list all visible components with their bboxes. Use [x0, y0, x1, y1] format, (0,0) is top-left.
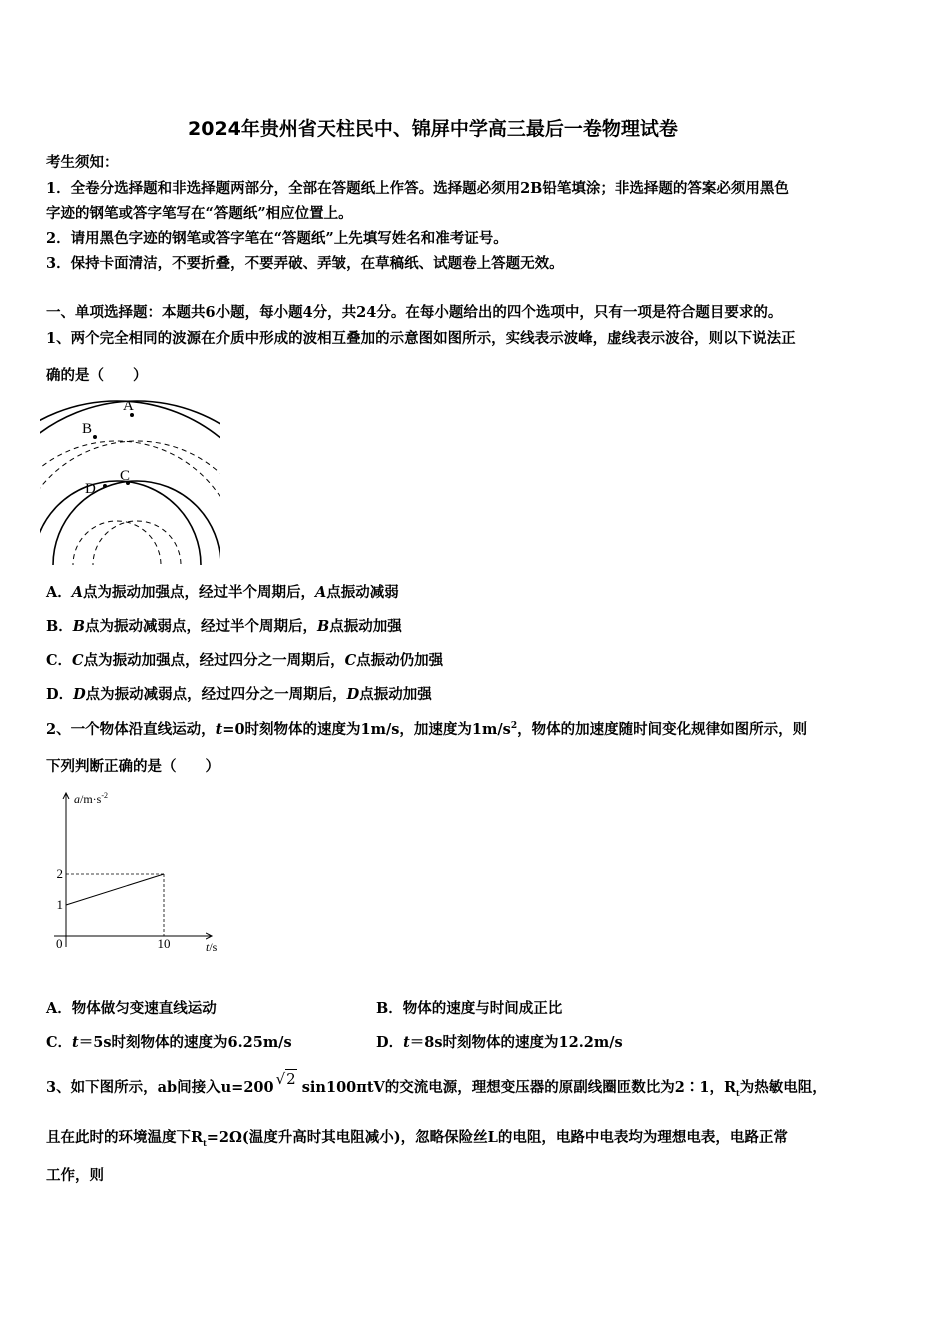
- notice-heading: 考生须知：: [46, 154, 119, 171]
- point-b-dot: [93, 435, 97, 439]
- q2-option-b: B．物体的速度与时间成正比: [376, 1000, 563, 1017]
- acceleration-time-chart: [40, 785, 240, 960]
- wave-interference-figure: [40, 393, 220, 565]
- q2-stem-line-1: 2、一个物体沿直线运动，t=0时刻物体的速度为1m/s，加速度为$1m/s^2$，物体的加速度随时间变化规律如图所示，则: [46, 721, 808, 738]
- q2-option-d: D．t＝8s时刻物体的速度为12.2m/s: [376, 1034, 623, 1051]
- q1-option-d: D．D点为振动减弱点，经过四分之一周期后，D点振动加强: [46, 686, 432, 703]
- q1-stem-line-2: 确的是（ ）: [46, 367, 148, 384]
- section-heading: 一、单项选择题：本题共6小题，每小题4分，共24分。在每小题给出的四个选项中，只有一项是符合题目要求的。: [46, 304, 783, 321]
- q2-option-a: A．物体做匀变速直线运动: [46, 1000, 217, 1017]
- q3-stem-line-3: 工作，则: [46, 1167, 104, 1184]
- point-a-label: A: [123, 398, 134, 414]
- x-tick-label: 10: [157, 936, 171, 951]
- point-d-label: D: [85, 481, 96, 497]
- point-c-label: C: [120, 468, 131, 484]
- notice-line-3: 3．保持卡面清洁，不要折叠，不要弄破、弄皱，在草稿纸、试题卷上答题无效。: [46, 255, 564, 272]
- y-tick-label: 2: [56, 866, 63, 881]
- q1-option-a: A．A点为振动加强点，经过半个周期后，A点振动减弱: [46, 584, 399, 601]
- notice-line-1b: 字迹的钢笔或答字笔写在“答题纸”相应位置上。: [46, 205, 353, 222]
- notice-line-2: 2．请用黑色字迹的钢笔或答字笔在“答题纸”上先填写姓名和准考证号。: [46, 230, 508, 247]
- x-axis-label: t/s: [206, 940, 218, 954]
- q2-option-c: C．t＝5s时刻物体的速度为6.25m/s: [46, 1034, 292, 1051]
- q1-option-c: C．C点为振动加强点，经过四分之一周期后，C点振动仍加强: [46, 652, 444, 669]
- y-axis-label: $a/m\cdot s^{-2}$: [74, 791, 109, 806]
- origin-label: 0: [56, 936, 63, 951]
- point-d-dot: [103, 484, 107, 488]
- series-line: [66, 874, 164, 905]
- y-tick-label: 1: [56, 897, 63, 912]
- q3-stem-line-2: 且在此时的环境温度下$R_t=2\Omega$(温度升高时其电阻减小)，忽略保险丝L的电阻，电路中电表均为理想电表，电路正常: [46, 1129, 788, 1148]
- q3-stem-line-1: 3、如下图所示，ab间接入u=200 √2 sin100πtV的交流电源，理想变压器的原副线圈匝数比为2∶1，$R_t$为热敏电阻，: [46, 1070, 827, 1098]
- q1-stem-line-1: 1、两个完全相同的波源在介质中形成的波相互叠加的示意图如图所示，实线表示波峰，虚线表示波谷，则以下说法正: [46, 330, 796, 347]
- point-b-label: B: [82, 421, 93, 437]
- notice-line-1a: 1．全卷分选择题和非选择题两部分，全部在答题纸上作答。选择题必须用2B铅笔填涂；非选择题的答案必须用黑色: [46, 180, 789, 197]
- page-title: 2024年贵州省天柱民中、锦屏中学高三最后一卷物理试卷: [188, 118, 678, 140]
- q1-option-b: B．B点为振动减弱点，经过半个周期后，B点振动加强: [46, 618, 402, 635]
- trough-left-1: [73, 521, 161, 565]
- trough-right-1: [93, 521, 181, 565]
- crest-right-1: [53, 481, 220, 565]
- q2-stem-line-2: 下列判断正确的是（ ）: [46, 758, 220, 775]
